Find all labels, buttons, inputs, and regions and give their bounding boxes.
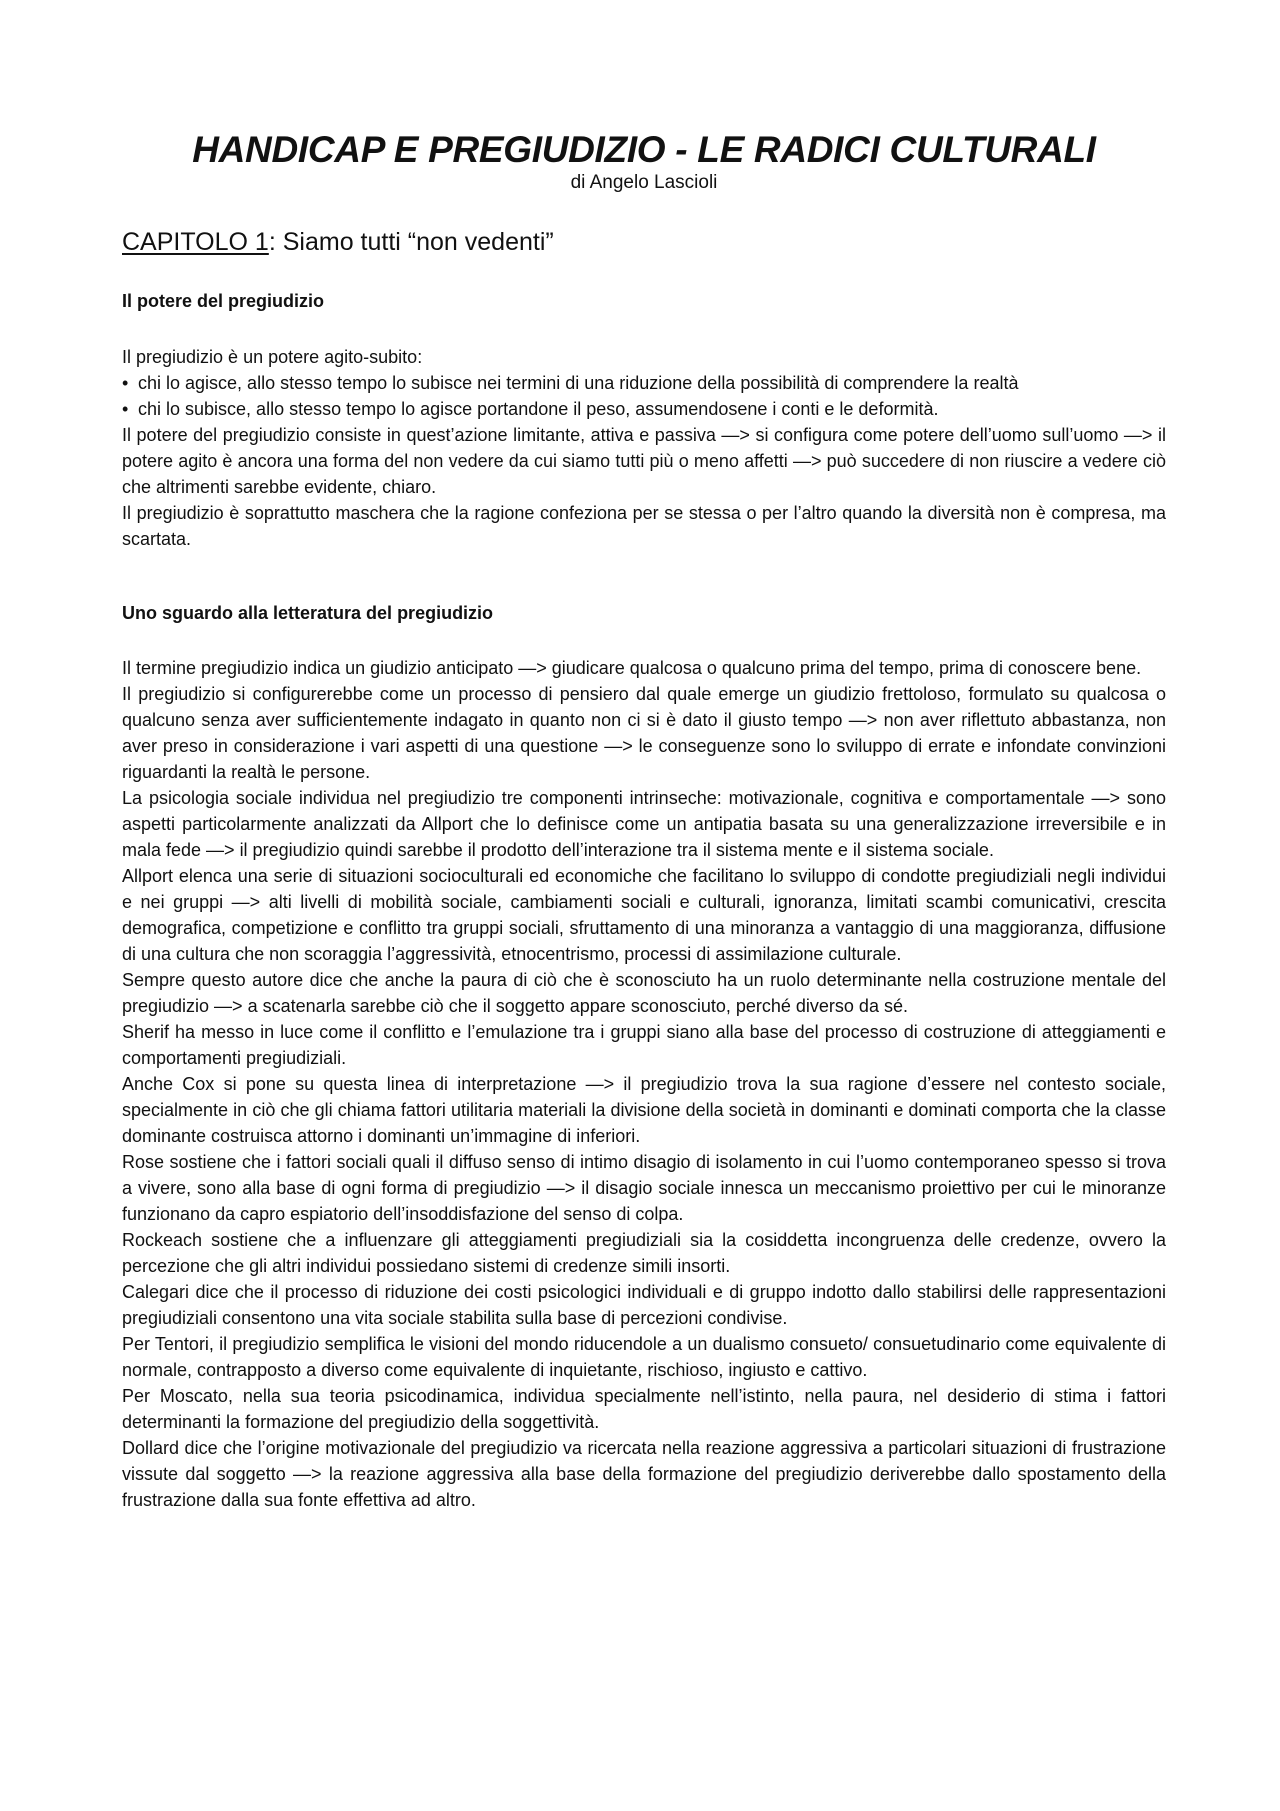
section-body — [122, 655, 1166, 1513]
paragraph: La psicologia sociale individua nel pregiudizio tre componenti intrinseche: motivazionale, cognitiva e comportamentale —> sono aspetti particolarmente analizzati da Allport che lo definisce come un antipatia basata su una generalizzazione irreversibile e in mala fede —> il pregiudizio quindi sarebbe il prodotto dell’interazione tra il sistema mente e il sistema sociale. — [122, 788, 1166, 860]
document-title: HANDICAP E PREGIUDIZIO - LE RADICI CULTURALI — [192, 129, 1096, 170]
paragraph: Calegari dice che il processo di riduzione dei costi psicologici individuali e di gruppo indotto dallo stabilirsi delle rappresentazioni pregiudiziali consentono una vita sociale stabilita sulla base di percezioni condivise. — [122, 1282, 1166, 1328]
section-heading: Il potere del pregiudizio — [122, 291, 325, 311]
paragraph: Il termine pregiudizio indica un giudizio anticipato —> giudicare qualcosa o qualcuno prima del tempo, prima di conoscere bene. — [122, 658, 1142, 678]
bullet-item: • chi lo agisce, allo stesso tempo lo subisce nei termini di una riduzione della possibilità di comprendere la realtà — [122, 370, 1166, 396]
chapter-label: CAPITOLO 1 — [122, 228, 269, 256]
paragraph: Dollard dice che l’origine motivazionale del pregiudizio va ricercata nella reazione aggressiva a particolari situazioni di frustrazione vissute dal soggetto —> la reazione aggressiva alla base della formazione del pregiudizio deriverebbe dallo spostamento della frustrazione dalla sua fonte effettiva ad altro. — [122, 1438, 1166, 1510]
paragraph: Il potere del pregiudizio consiste in quest’azione limitante, attiva e passiva —> si configura come potere dell’uomo sull’uomo —> il potere agito è ancora una forma del non vedere da cui siamo tutti più o meno affetti —> può succedere di non riuscire a vedere ciò che altrimenti sarebbe evidente, chiaro. — [122, 425, 1166, 497]
paragraph: Il pregiudizio si configurerebbe come un processo di pensiero dal quale emerge un giudizio frettoloso, formulato su qualcosa o qualcuno senza aver sufficientemente indagato in quanto non ci si è dato il giusto tempo —> non aver riflettuto abbastanza, non aver preso in considerazione i vari aspetti di una questione —> le conseguenze sono lo sviluppo di errate e infondate convinzioni riguardanti la realtà le persone. — [122, 684, 1166, 782]
paragraph: Il pregiudizio è soprattutto maschera che la ragione confeziona per se stessa o per l’altro quando la diversità non è compresa, ma scartata. — [122, 503, 1166, 549]
document-author: di Angelo Lascioli — [570, 172, 718, 193]
section-heading: Uno sguardo alla letteratura del pregiudizio — [122, 603, 494, 623]
paragraph: Allport elenca una serie di situazioni socioculturali ed economiche che facilitano lo sviluppo di condotte pregiudiziali negli individui e nei gruppi —> alti livelli di mobilità sociale, cambiamenti sociali e culturali, ignoranza, limitati scambi comunicativi, crescita demografica, competizione e conflitto tra gruppi sociali, sfruttamento di una minoranza a vantaggio di una maggioranza, diffusione di una cultura che non scoraggia l’aggressività, etnocentrismo, processi di assimilazione culturale. — [122, 866, 1166, 964]
paragraph: Il pregiudizio è un potere agito-subito: — [122, 347, 423, 367]
paragraph: Per Moscato, nella sua teoria psicodinamica, individua specialmente nell’istinto, nella paura, nel desiderio di stima i fattori determinanti la formazione del pregiudizio della soggettività. — [122, 1386, 1166, 1432]
section-body — [122, 344, 1166, 552]
paragraph: Rockeach sostiene che a influenzare gli atteggiamenti pregiudiziali sia la cosiddetta incongruenza delle credenze, ovvero la percezione che gli altri individui possiedano sistemi di credenze simili insorti. — [122, 1230, 1166, 1276]
paragraph: Rose sostiene che i fattori sociali quali il diffuso senso di intimo disagio di isolamento in cui l’uomo contemporaneo spesso si trova a vivere, sono alla base di ogni forma di pregiudizio —> il disagio sociale innesca un meccanismo proiettivo per cui le minoranze funzionano da capro espiatorio dell’insoddisfazione del senso di colpa. — [122, 1152, 1166, 1224]
chapter-title: Siamo tutti “non vedenti” — [282, 228, 554, 256]
bullet-list — [122, 370, 1166, 422]
chapter-heading — [122, 226, 554, 258]
paragraph: Sherif ha messo in luce come il conflitto e l’emulazione tra i gruppi siano alla base del processo di costruzione di atteggiamenti e comportamenti pregiudiziali. — [122, 1022, 1166, 1068]
chapter-separator: : — [268, 228, 283, 256]
paragraph: Anche Cox si pone su questa linea di interpretazione —> il pregiudizio trova la sua ragione d’essere nel contesto sociale, specialmente in ciò che gli chiama fattori utilitaria materiali la divisione della società in dominanti e dominati comporta che la classe dominante costruisca attorno i dominanti un’immagine di inferiori. — [122, 1074, 1166, 1146]
paragraph: Per Tentori, il pregiudizio semplifica le visioni del mondo riducendole a un dualismo consueto/ consuetudinario come equivalente di normale, contrapposto a diverso come equivalente di inquietante, rischioso, ingiusto e cattivo. — [122, 1334, 1166, 1380]
paragraph: Sempre questo autore dice che anche la paura di ciò che è sconosciuto ha un ruolo determinante nella costruzione mentale del pregiudizio —> a scatenarla sarebbe ciò che il soggetto appare sconosciuto, perché diverso da sé. — [122, 970, 1166, 1016]
bullet-item: • chi lo subisce, allo stesso tempo lo agisce portandone il peso, assumendosene i conti e le deformità. — [122, 396, 1166, 422]
